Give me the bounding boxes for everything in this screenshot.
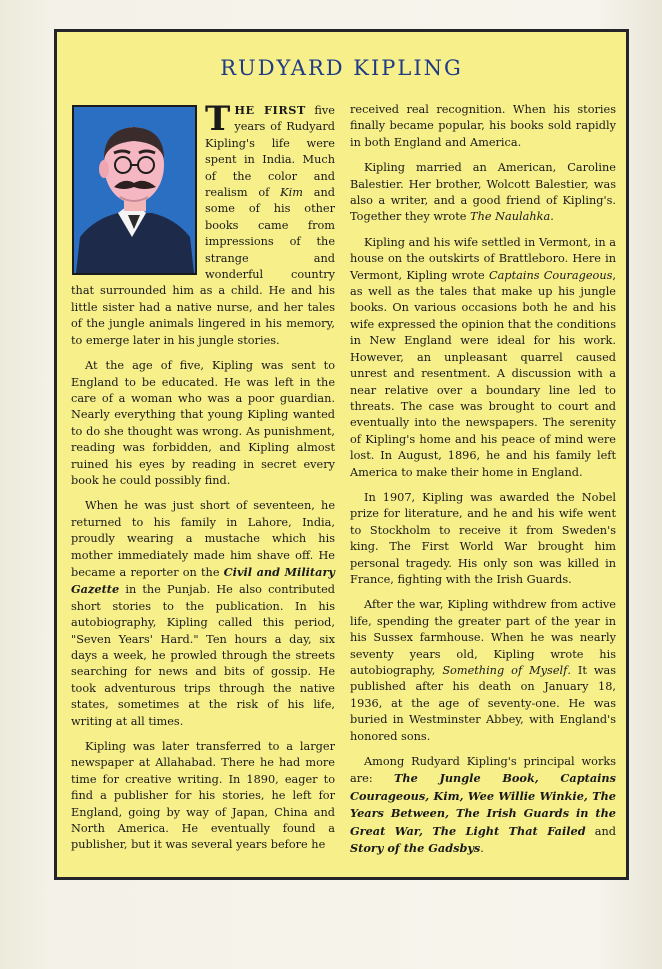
paragraph-text: . (550, 210, 554, 224)
paragraph: At the age of five, Kipling was sent to England to be educated. He was left in the care of a woman who was a poor guardian. Nearly everything that young Kipling wanted to do she thought was wrong. As punishment, reading was forbidden, and Kipling almost ruined his eyes by reading in secret every book he could possibly find. (71, 359, 335, 487)
paragraph-text: in the Punjab. He also contributed short stories to the publication. In his autobiography, Kipling called this period, "Seven Years' Hard." Ten hours a day, six days a week, he prowled through the streets searching for news and bits of gossip. He took adventurous trips through the native states, sometimes at the risk of his life, writing at all times. (71, 583, 335, 728)
paragraph: received real recognition. When his stories finally became popular, his books sold rapidly in both England and America. (350, 103, 616, 149)
paragraph-text: , as well as the tales that make up his jungle books. On various occasions both he and his wife expressed the opinion that the conditions in New England were ideal for his work. However, an unpleasant quarrel caused unrest and resentment. A discussion with a near relative over a boundary line led to threats. The case was brought to court and eventually into the newspapers. The serenity of Kipling's home and his peace of mind were lost. In August, 1896, he and his family left America to make their home in England. (350, 268, 617, 479)
paragraph-text: and (585, 824, 617, 838)
paragraph (350, 597, 616, 745)
paragraph-text: . It was published after his death on January 18, 1936, at the age of seventy-one. He was buried in Westminster Abbey, with England's honored sons. (350, 664, 617, 743)
paragraph-text: and some of his other books came from impressions of the strange and wonderful country that surrounded him as a child. He and his little sister had a native nurse, and her tales of the jungle animals lingered in his memory, to emerge later in his jungle stories. (71, 186, 335, 347)
book-title: Kim (280, 186, 303, 200)
paragraph-text: Kipling married an American, Caroline Balestier. Her brother, Wolcott Balestier, was also a writer, and a good friend of Kipling's. Together they wrote (350, 161, 616, 224)
book-title: Captains Courageous (488, 268, 613, 282)
paragraph-text: . (480, 842, 484, 856)
left-column (71, 99, 335, 863)
paragraph (350, 235, 616, 481)
book-title: The Naulahka (470, 210, 551, 224)
paragraph: Kipling was later transferred to a larger newspaper at Allahabad. There he had more time for creative writing. In 1890, eager to find a publisher for his stories, he left for England, going by way of Japan, China and North America. He eventually found a publisher, but it was several years before he (71, 740, 335, 852)
paragraph (71, 498, 335, 730)
paragraph-text: Among Rudyard Kipling's principal works are: (350, 755, 616, 786)
paragraph-text: Kipling and his wife settled in Vermont, in a house on the outskirts of Brattleboro. Here in Vermont, Kipling wrote (350, 235, 616, 282)
lead-in: HE FIRST (234, 103, 306, 117)
page-title: RUDYARD KIPLING (220, 56, 463, 80)
paragraph-text: When he was just short of seventeen, he returned to his family in Lahore, India, proudly wearing a mustache which his mother immediately made him shave off. He became a reporter on the (71, 499, 335, 579)
paragraph (71, 99, 335, 349)
paragraph: In 1907, Kipling was awarded the Nobel prize for literature, and he and his wife went to Stockholm to receive it from Sweden's king. The First World War brought him personal tragedy. His only son was killed in France, fighting with the Irish Guards. (350, 490, 616, 586)
biography-panel (54, 29, 629, 880)
paragraph-text: After the war, Kipling withdrew from active life, spending the greater part of the year in his Sussex farmhouse. When he was nearly seventy years old, Kipling wrote his autobiography, (350, 598, 616, 677)
right-column (350, 102, 616, 866)
paragraph (350, 160, 616, 226)
paragraph-text: five years of Rudyard Kipling's life were spent in India. Much of the color and realism of (205, 104, 335, 200)
newspaper-title: Civil and Military Gazette (71, 564, 335, 597)
portrait-wrap-space (69, 100, 201, 278)
book-title: Something of Myself (442, 664, 568, 677)
paragraph (350, 754, 616, 857)
book-title: Story of the Gadsbys (350, 841, 481, 856)
drop-cap: T (205, 99, 231, 139)
works-list: The Jungle Book, Captains Courageous, Kim, Wee Willie Winkie, The Years Between, The Irish Guards in the Great War, The Light That Failed (350, 771, 617, 838)
